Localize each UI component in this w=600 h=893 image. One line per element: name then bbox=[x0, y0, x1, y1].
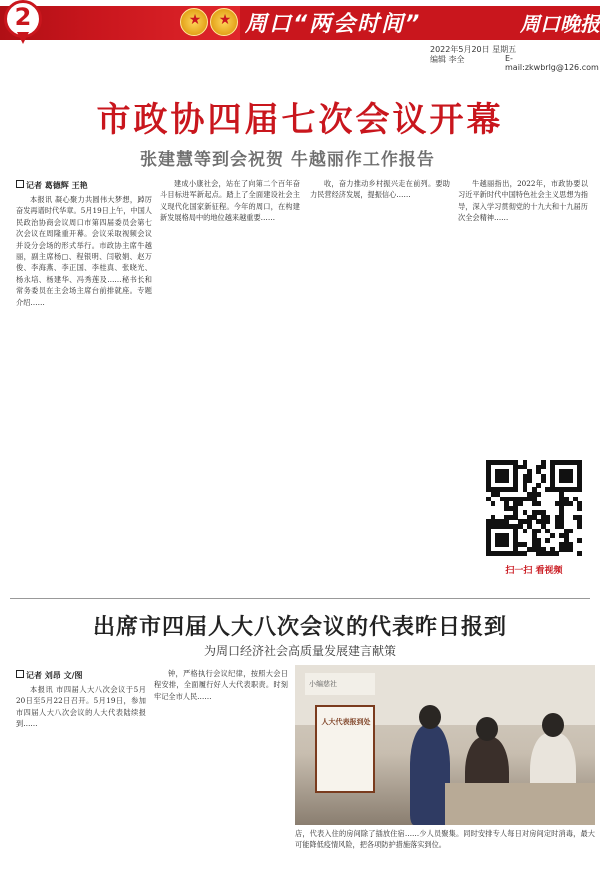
article2-text: 钟，严格执行会议纪律，按照大会日程安排，全面履行好人大代表职责。时刻牢记全市人民…… bbox=[154, 669, 288, 701]
qr-module bbox=[541, 465, 546, 470]
article1-text: 收，奋力推动乡村振兴走在前列。要助力民营经济发展，提振信心…… bbox=[310, 179, 450, 200]
person-head bbox=[476, 717, 498, 741]
person-head bbox=[542, 713, 564, 737]
photo-panel-title: 人大代表报到处 bbox=[321, 718, 371, 726]
article1-column-1 bbox=[16, 194, 152, 590]
qr-module bbox=[577, 538, 582, 543]
photo-panel bbox=[315, 705, 375, 793]
qr-module bbox=[513, 487, 518, 492]
article1-column-3 bbox=[310, 178, 450, 590]
qr-module bbox=[523, 529, 528, 534]
news-photo bbox=[295, 665, 595, 825]
article2-reporter: 记者 刘昂 文/图 bbox=[16, 670, 83, 681]
qr-module bbox=[555, 551, 560, 556]
qr-module bbox=[491, 501, 496, 506]
article1-text: 建成小康社会，站在了向第二个百年奋斗目标进军新起点。踏上了全面建设社会主义现代化国家新征程。今年的周口，在构建新发展格局中的地位越来越重要…… bbox=[160, 179, 300, 223]
qr-module bbox=[550, 533, 555, 538]
column-title: 周口“两会时间” bbox=[245, 12, 422, 37]
qr-module bbox=[523, 551, 528, 556]
qr-module bbox=[568, 529, 573, 534]
qr-code-icon[interactable] bbox=[486, 460, 582, 556]
qr-module bbox=[545, 538, 550, 543]
qr-module bbox=[536, 529, 541, 534]
qr-module bbox=[536, 492, 541, 497]
section-divider bbox=[10, 598, 590, 599]
editor-email: E-mail:zkwbrlg@126.com bbox=[505, 54, 599, 72]
qr-module bbox=[568, 547, 573, 552]
map-pin-tail bbox=[17, 32, 29, 44]
editor-credit: 编辑 李全 bbox=[430, 55, 465, 64]
qr-module bbox=[504, 542, 509, 547]
qr-module bbox=[536, 483, 541, 488]
issue-date: 2022年5月20日 星期五 bbox=[430, 45, 517, 54]
qr-module bbox=[577, 506, 582, 511]
person-figure bbox=[410, 725, 450, 825]
qr-module bbox=[541, 478, 546, 483]
article1-headline: 市政协四届七次会议开幕 bbox=[96, 100, 504, 140]
photo-caption: 店，代表入住的房间除了插放住宿……少人员聚集。同时安排专人每日对房间定时消毒，最大可能降低疫情风险，把各项防护措施落实到位。 bbox=[295, 829, 595, 849]
qr-module bbox=[518, 501, 523, 506]
qr-caption: 扫一扫 看视频 bbox=[505, 566, 563, 576]
page-number-badge bbox=[4, 0, 44, 44]
qr-module bbox=[577, 551, 582, 556]
photo-sign: 小编慈社 bbox=[305, 673, 375, 695]
article2-text: 本报讯 市四届人大八次会议于5月20日至5月22日召开。5月19日，参加市四届人大八次会议的人大代表陆续报到…… bbox=[16, 685, 146, 729]
article2-column-2 bbox=[154, 668, 288, 884]
person-head bbox=[419, 705, 441, 729]
article1-column-2 bbox=[160, 178, 300, 590]
qr-module bbox=[504, 478, 509, 483]
article1-column-4 bbox=[458, 178, 588, 454]
qr-module bbox=[536, 501, 541, 506]
article2-subheadline: 为周口经济社会高质量发展建言献策 bbox=[203, 644, 396, 658]
newspaper-logo: 周口晚报 bbox=[520, 12, 600, 36]
article2-headline: 出席市四届人大八次会议的代表昨日报到 bbox=[92, 615, 507, 640]
qr-module bbox=[545, 519, 550, 524]
article2-column-1 bbox=[16, 684, 146, 884]
page-number: 2 bbox=[14, 3, 32, 31]
article1-text: 本报讯 凝心聚力共圆伟大梦想，踔厉奋发再谱时代华章。5月19日上午，中国人民政治协商会议周口市第四届委员会第七次会议在周隆重开幕。会议采取视频会议并设分会场的形式举行。市政协主席牛越丽，副主席杨□、程银明、闫敬娟、赵万俊、李海燕、李正国、李桂真、张晓光、杨永培、杨建华、冯秀莲及……秘书长和常务委员在主会场主席台前排就座。专题介绍…… bbox=[16, 195, 152, 307]
qr-module bbox=[577, 524, 582, 529]
qr-module bbox=[568, 478, 573, 483]
qr-module bbox=[577, 487, 582, 492]
qr-module bbox=[527, 478, 532, 483]
emblem-icon bbox=[180, 8, 208, 36]
article1-subheadline: 张建慧等到会祝贺 牛越丽作工作报告 bbox=[140, 150, 435, 170]
photo-desk bbox=[445, 783, 595, 825]
qr-module bbox=[568, 501, 573, 506]
article1-text: 牛越丽指出，2022年，市政协要以习近平新时代中国特色社会主义思想为指导，深入学习贯彻党的十九大和十九届历次全会精神…… bbox=[458, 179, 588, 223]
cppcc-emblem-icon bbox=[210, 8, 238, 36]
article1-reporter: 记者 葛德辉 王艳 bbox=[16, 180, 88, 191]
